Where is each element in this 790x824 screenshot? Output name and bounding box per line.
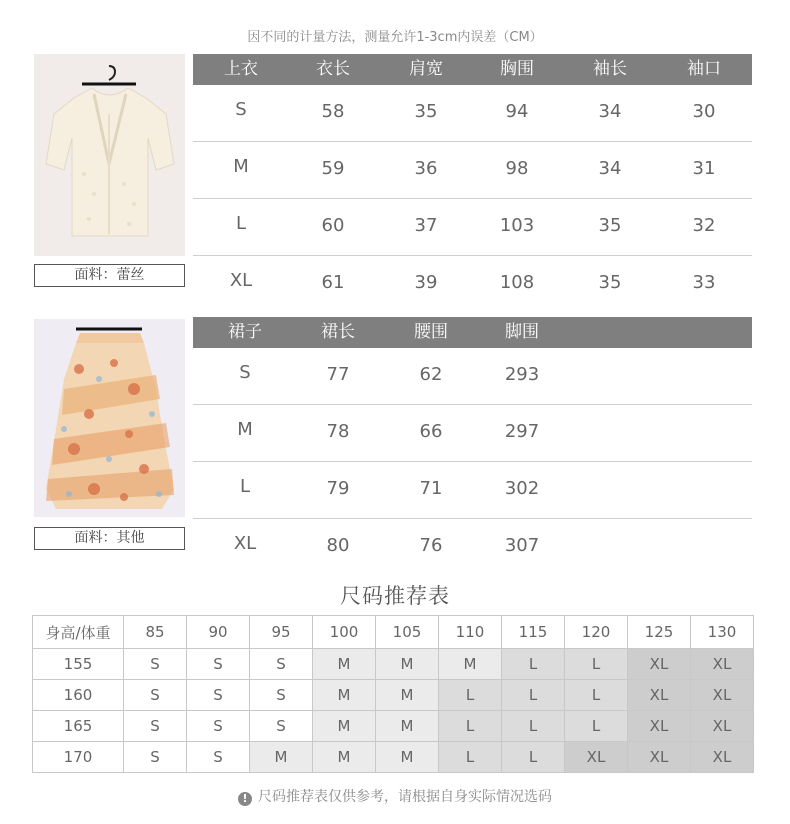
weight-header: 130 [691, 616, 754, 649]
size-cell: XL [628, 649, 691, 680]
size-cell: M [376, 711, 439, 742]
size-recommendation-table [32, 615, 754, 773]
value-cell: 98 [505, 158, 529, 179]
table-row [193, 199, 752, 256]
skirt-col-header: 裙子 [228, 322, 262, 342]
weight-header: 125 [628, 616, 691, 649]
table-row [193, 348, 752, 405]
value-cell: 35 [598, 272, 622, 293]
size-cell: S [124, 649, 187, 680]
table-row [193, 462, 752, 519]
size-cell: S [250, 711, 313, 742]
value-cell: 34 [598, 101, 622, 122]
height-cell: 165 [33, 711, 124, 742]
size-cell: M [376, 649, 439, 680]
size-cell: XL [628, 742, 691, 773]
table-row [193, 142, 752, 199]
value-cell: 30 [692, 101, 716, 122]
value-cell: 293 [504, 364, 540, 385]
weight-header: 110 [439, 616, 502, 649]
size-cell: S [124, 680, 187, 711]
size-cell: S [187, 711, 250, 742]
size-cell: M [313, 649, 376, 680]
size-cell: XL [691, 680, 754, 711]
table-row [193, 85, 752, 142]
size-cell: M [313, 742, 376, 773]
size-cell: XL [229, 270, 253, 291]
size-cell: S [187, 649, 250, 680]
size-cell: L [502, 742, 565, 773]
skirt-col-header: 腰围 [414, 322, 448, 342]
size-cell: M [237, 419, 253, 440]
value-cell: 94 [505, 101, 529, 122]
value-cell: 66 [419, 421, 443, 442]
footer-note [0, 786, 790, 806]
value-cell: 79 [326, 478, 350, 499]
size-cell: XL [565, 742, 628, 773]
height-cell: 170 [33, 742, 124, 773]
table-row [193, 519, 752, 575]
size-cell: M [250, 742, 313, 773]
table-row [193, 405, 752, 462]
size-cell: XL [691, 711, 754, 742]
size-cell: L [439, 680, 502, 711]
value-cell: 78 [326, 421, 350, 442]
value-cell: 297 [504, 421, 540, 442]
size-cell: S [187, 742, 250, 773]
top-col-header: 肩宽 [409, 59, 443, 79]
top-col-header: 上衣 [224, 59, 258, 79]
value-cell: 39 [414, 272, 438, 293]
weight-header: 105 [376, 616, 439, 649]
skirt-size-table [193, 317, 752, 575]
value-cell: 60 [321, 215, 345, 236]
top-size-header [193, 54, 752, 85]
weight-header-row [33, 616, 754, 649]
footer-note-text: 尺码推荐表仅供参考，请根据自身实际情况选码 [258, 789, 552, 805]
table-row [33, 711, 754, 742]
table-row [33, 742, 754, 773]
size-cell: L [235, 213, 247, 234]
value-cell: 77 [326, 364, 350, 385]
value-cell: 59 [321, 158, 345, 179]
value-cell: 37 [414, 215, 438, 236]
size-cell: L [565, 711, 628, 742]
size-cell: S [187, 680, 250, 711]
skirt-fabric-label: 面料：其他 [34, 527, 185, 550]
size-cell: L [239, 476, 251, 497]
skirt-photo [34, 319, 185, 517]
size-cell: L [439, 711, 502, 742]
top-col-header: 袖长 [593, 59, 627, 79]
top-size-table [193, 54, 752, 312]
size-cell: M [376, 680, 439, 711]
size-cell: L [502, 649, 565, 680]
corner-cell: 身高/体重 [33, 616, 124, 649]
size-cell: XL [691, 742, 754, 773]
measurement-note: 因不同的计量方法，测量允许1-3cm内误差（CM） [247, 30, 543, 45]
size-cell: L [565, 649, 628, 680]
value-cell: 62 [419, 364, 443, 385]
value-cell: 61 [321, 272, 345, 293]
weight-header: 115 [502, 616, 565, 649]
size-cell: S [250, 649, 313, 680]
info-icon: ! [238, 792, 252, 806]
weight-header: 120 [565, 616, 628, 649]
weight-header: 85 [124, 616, 187, 649]
size-cell: S [250, 680, 313, 711]
top-col-header: 袖口 [687, 59, 721, 79]
value-cell: 34 [598, 158, 622, 179]
size-cell: XL [628, 680, 691, 711]
value-cell: 33 [692, 272, 716, 293]
table-row [33, 649, 754, 680]
size-cell: M [313, 711, 376, 742]
table-row [33, 680, 754, 711]
size-cell: XL [233, 533, 257, 554]
top-fabric-label: 面料：蕾丝 [34, 264, 185, 287]
value-cell: 31 [692, 158, 716, 179]
value-cell: 71 [419, 478, 443, 499]
table-row [193, 256, 752, 312]
size-cell: M [313, 680, 376, 711]
weight-header: 95 [250, 616, 313, 649]
top-col-header: 胸围 [500, 59, 534, 79]
skirt-size-header [193, 317, 752, 348]
weight-header: 100 [313, 616, 376, 649]
recommend-title: 尺码推荐表 [340, 584, 450, 608]
size-cell: XL [691, 649, 754, 680]
value-cell: 302 [504, 478, 540, 499]
value-cell: 76 [419, 535, 443, 556]
size-cell: XL [628, 711, 691, 742]
skirt-col-header: 裙长 [321, 322, 355, 342]
value-cell: 36 [414, 158, 438, 179]
value-cell: 32 [692, 215, 716, 236]
size-cell: M [233, 156, 249, 177]
size-cell: M [376, 742, 439, 773]
size-cell: L [502, 711, 565, 742]
value-cell: 35 [414, 101, 438, 122]
value-cell: 103 [499, 215, 535, 236]
skirt-col-header: 脚围 [505, 322, 539, 342]
size-cell: L [439, 742, 502, 773]
size-cell: S [239, 362, 251, 383]
size-cell: S [124, 742, 187, 773]
height-cell: 155 [33, 649, 124, 680]
size-cell: M [439, 649, 502, 680]
weight-header: 90 [187, 616, 250, 649]
size-cell: S [124, 711, 187, 742]
value-cell: 108 [499, 272, 535, 293]
value-cell: 80 [326, 535, 350, 556]
value-cell: 58 [321, 101, 345, 122]
value-cell: 307 [504, 535, 540, 556]
size-cell: S [235, 99, 247, 120]
size-cell: L [565, 680, 628, 711]
height-cell: 160 [33, 680, 124, 711]
size-cell: L [502, 680, 565, 711]
top-col-header: 衣长 [316, 59, 350, 79]
blouse-photo [34, 54, 185, 256]
value-cell: 35 [598, 215, 622, 236]
